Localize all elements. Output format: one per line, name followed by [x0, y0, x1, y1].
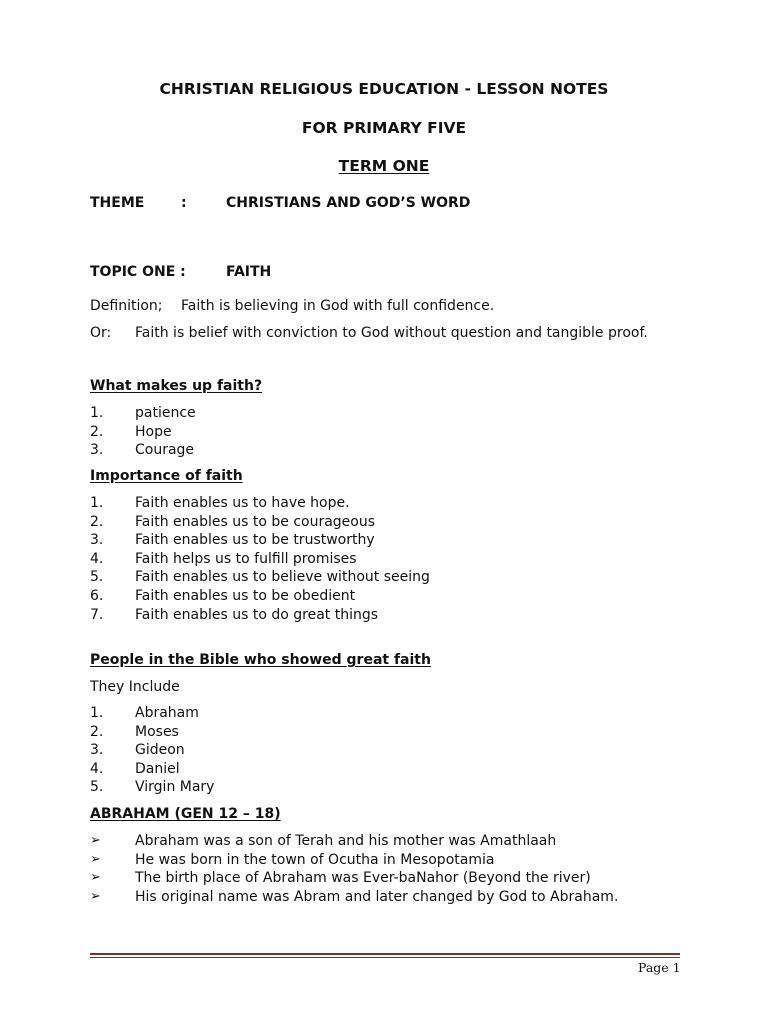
class-heading: FOR PRIMARY FIVE	[301, 119, 467, 137]
item-text: Faith helps us to fulfill promises	[135, 550, 357, 567]
definition-text: Faith is believing in God with full confidence.	[181, 298, 495, 314]
item-text: Faith enables us to be obedient	[135, 587, 356, 604]
footer-divider	[90, 953, 680, 955]
item-text: Courage	[135, 442, 195, 459]
item-number: 7.	[90, 606, 104, 623]
item-text: Faith enables us to be trustworthy	[135, 532, 375, 549]
item-text: Abraham	[135, 705, 199, 721]
item-text: Moses	[135, 723, 179, 740]
term-heading: TERM ONE	[338, 157, 430, 175]
item-text: Virgin Mary	[135, 779, 215, 796]
item-text: He was born in the town of Ocutha in Mesopotamia	[135, 851, 495, 868]
people-intro: They Include	[90, 679, 180, 695]
item-number: 6.	[90, 587, 104, 604]
page-number: Page 1	[638, 960, 681, 975]
definition-label: Definition;	[90, 298, 163, 314]
item-text: Abraham was a son of Terah and his mother was Amathlaah	[135, 833, 557, 849]
item-text: Gideon	[135, 742, 185, 759]
item-text: Faith enables us to have hope.	[135, 495, 350, 511]
document-title: CHRISTIAN RELIGIOUS EDUCATION - LESSON NOTES	[159, 80, 609, 98]
item-text: His original name was Abram and later changed by God to Abraham.	[135, 888, 619, 905]
makeup-heading: What makes up faith?	[90, 378, 263, 394]
topic-label: TOPIC ONE :	[90, 264, 186, 280]
item-number: 1.	[90, 405, 104, 421]
arrow-bullet-icon: ➢	[90, 833, 101, 848]
item-number: 1.	[90, 705, 104, 721]
arrow-bullet-icon: ➢	[90, 888, 101, 904]
theme-value: CHRISTIANS AND GOD’S WORD	[226, 195, 471, 211]
item-number: 4.	[90, 550, 104, 567]
arrow-bullet-icon: ➢	[90, 851, 101, 867]
item-text: patience	[135, 405, 196, 421]
item-number: 3.	[90, 742, 104, 759]
item-text: Daniel	[135, 760, 180, 777]
alternate-definition-text: Faith is belief with conviction to God without question and tangible proof.	[135, 325, 648, 341]
item-text: Faith enables us to be courageous	[135, 513, 376, 530]
theme-label: THEME	[90, 195, 145, 211]
item-text: Faith enables us to believe without seeing	[135, 569, 430, 586]
people-heading: People in the Bible who showed great faith	[90, 652, 431, 668]
theme-separator: :	[181, 195, 187, 211]
item-number: 2.	[90, 723, 104, 740]
item-number: 4.	[90, 760, 104, 777]
footer-divider-thin	[90, 957, 680, 958]
arrow-bullet-icon: ➢	[90, 870, 101, 886]
item-number: 3.	[90, 442, 104, 459]
item-text: Faith enables us to do great things	[135, 606, 379, 623]
item-number: 1.	[90, 495, 104, 511]
item-number: 2.	[90, 423, 104, 440]
item-text: Hope	[135, 423, 172, 440]
alternate-definition-label: Or:	[90, 325, 112, 341]
item-number: 5.	[90, 569, 104, 586]
topic-value: FAITH	[226, 264, 272, 280]
item-number: 5.	[90, 779, 104, 796]
importance-heading: Importance of faith	[90, 468, 243, 484]
item-text: The birth place of Abraham was Ever-baNahor (Beyond the river)	[135, 870, 591, 887]
item-number: 3.	[90, 532, 104, 549]
abraham-heading: ABRAHAM (GEN 12 – 18)	[90, 806, 281, 822]
item-number: 2.	[90, 513, 104, 530]
